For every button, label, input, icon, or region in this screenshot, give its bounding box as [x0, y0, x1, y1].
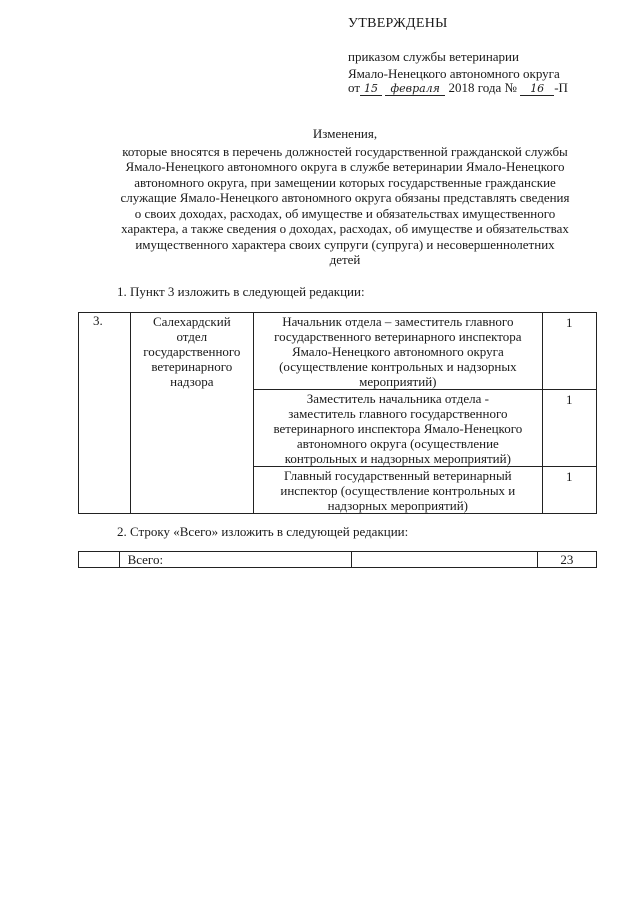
item-2-text: 2. Строку «Всего» изложить в следующей редакции: — [117, 524, 409, 539]
title-line: детей — [329, 252, 361, 267]
title-line: имущественного характера своих супруги (супруга) и несовершеннолетних — [135, 236, 555, 252]
title-line: которые вносятся в перечень должностей государственной гражданской службы — [122, 143, 568, 159]
positions-table — [78, 312, 597, 514]
total-value: 23 — [560, 552, 574, 567]
empty-position-cell — [351, 552, 537, 568]
position-line: Заместитель начальника отдела - — [306, 391, 489, 406]
date-month-handwritten: февраля — [385, 83, 445, 96]
date-day-handwritten: 15 — [360, 83, 382, 96]
total-label: Всего: — [127, 552, 164, 567]
empty-number-cell — [79, 552, 120, 568]
position-line: надзорных мероприятий) — [327, 498, 468, 513]
total-value-cell — [537, 552, 596, 568]
title-heading: Изменения, — [312, 126, 378, 141]
document-title — [60, 126, 630, 268]
position-line: Главный государственный ветеринарный — [284, 468, 512, 483]
position-line: (осуществление контрольных и надзорных — [279, 359, 517, 374]
position-line: контрольных и надзорных мероприятий) — [284, 451, 511, 466]
department-cell — [130, 313, 254, 514]
title-line: Ямало-Ненецкого автономного округа в службе ветеринарии Ямало-Ненецкого — [125, 159, 565, 174]
position-line: мероприятий) — [359, 374, 437, 389]
department-line: Салехардский — [152, 314, 231, 329]
position-line: ветеринарного инспектора Ямало-Ненецкого — [273, 421, 523, 436]
table-row — [79, 313, 597, 390]
count-cell — [542, 390, 596, 467]
approval-date-line — [348, 80, 568, 96]
title-line: служащие Ямало-Ненецкого автономного округа обязаны представлять сведения — [120, 190, 570, 205]
position-cell — [254, 390, 542, 467]
position-line: инспектор (осуществление контрольных и — [280, 483, 516, 498]
department-line: ветеринарного — [151, 359, 233, 374]
department-line: государственного — [143, 344, 241, 359]
table-row — [79, 552, 597, 568]
position-count: 1 — [566, 469, 573, 484]
position-line: заместитель главного государственного — [288, 406, 508, 421]
title-line: о своих доходах, расходах, об имуществе и обязательствах имущественного — [134, 205, 556, 221]
position-line: государственного ветеринарного инспектора — [274, 329, 522, 344]
item-number: 3. — [93, 313, 103, 328]
total-table — [78, 551, 597, 568]
title-line: автономного округа, при замещении которых государственные гражданские — [134, 174, 556, 190]
order-suffix: -П — [554, 80, 568, 95]
date-prefix: от — [348, 80, 361, 95]
approval-line-1: приказом службы ветеринарии — [348, 49, 519, 64]
position-line: Ямало-Ненецкого автономного округа — [291, 344, 504, 359]
order-number-handwritten: 16 — [520, 83, 554, 96]
total-label-cell — [119, 552, 351, 568]
position-line: автономного округа (осуществление — [296, 436, 499, 451]
department-line: надзора — [170, 374, 214, 389]
approval-line-2: Ямало-Ненецкого автономного округа — [348, 66, 560, 81]
position-cell — [254, 467, 542, 514]
approval-heading: УТВЕРЖДЕНЫ — [348, 16, 448, 31]
title-line: характера, а также сведения о доходах, расходах, об имуществе и обязательствах — [121, 221, 569, 236]
position-count: 1 — [566, 392, 573, 407]
position-cell — [254, 313, 542, 390]
count-cell — [542, 313, 596, 390]
position-line: Начальник отдела – заместитель главного — [282, 314, 514, 329]
item-number-cell — [79, 313, 131, 514]
position-count: 1 — [566, 315, 573, 330]
count-cell — [542, 467, 596, 514]
date-year-text: 2018 года № — [448, 80, 517, 95]
item-1-text: 1. Пункт 3 изложить в следующей редакции: — [117, 284, 365, 299]
department-line: отдел — [176, 329, 208, 344]
